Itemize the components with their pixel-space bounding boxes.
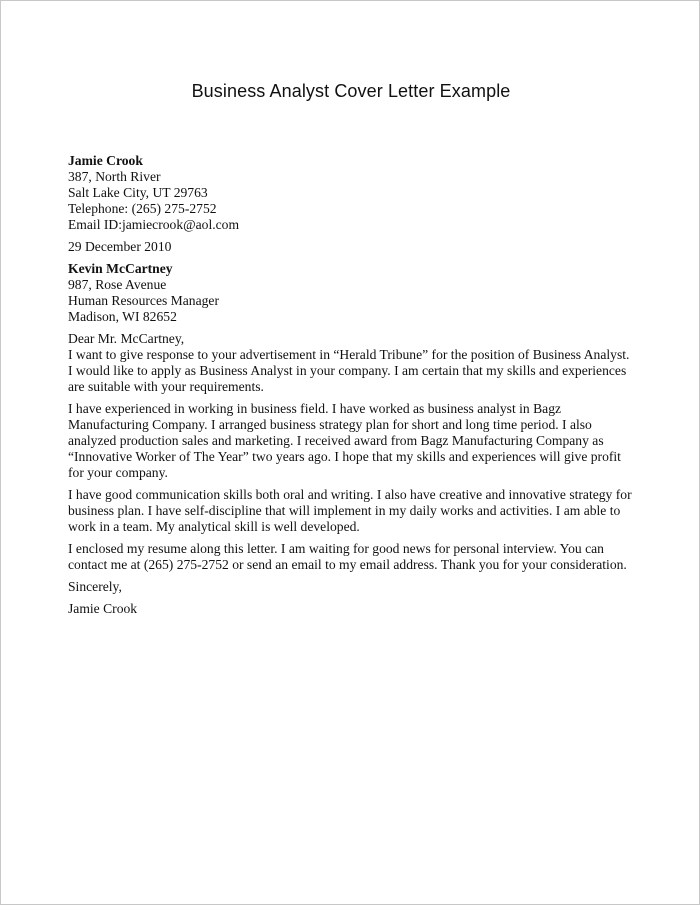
paragraph-1 [68,331,638,395]
date-block [68,239,638,255]
paragraph-line: are suitable with your requirements. [68,379,264,394]
paragraph-line: contact me at (265) 275-2752 or send an email to my email address. Thank you for your consideration. [68,557,627,572]
document-title: Business Analyst Cover Letter Example [191,81,511,101]
paragraph-line: I want to give response to your advertisement in “Herald Tribune” for the position of Business Analyst. [68,347,630,362]
recipient-address-line2: Madison, WI 82652 [68,309,177,324]
paragraph-line: for your company. [68,465,168,480]
sender-telephone: Telephone: (265) 275-2752 [68,201,217,216]
closing-block [68,579,638,595]
recipient-address-line1: 987, Rose Avenue [68,277,167,292]
paragraph-2 [68,401,638,481]
recipient-name: Kevin McCartney [68,261,173,276]
letter-body [68,153,638,617]
recipient-title: Human Resources Manager [68,293,219,308]
salutation: Dear Mr. McCartney, [68,331,185,346]
paragraph-line: “Innovative Worker of The Year” two years ago. I hope that my skills and experiences will give profit [68,449,621,464]
sender-block [68,153,638,233]
recipient-block [68,261,638,325]
paragraph-line: analyzed production sales and marketing. I received award from Bagz Manufacturing Company as [68,433,604,448]
paragraph-line: I would like to apply as Business Analyst in your company. I am certain that my skills and experiences [68,363,627,378]
sender-email: Email ID:jamiecrook@aol.com [68,217,240,232]
closing: Sincerely, [68,579,122,594]
paragraph-line: I have good communication skills both oral and writing. I also have creative and innovative strategy for [68,487,632,502]
sender-address-line2: Salt Lake City, UT 29763 [68,185,208,200]
sender-address-line1: 387, North River [68,169,161,184]
signature: Jamie Crook [68,601,138,616]
paragraph-line: I have experienced in working in business field. I have worked as business analyst in Bagz [68,401,562,416]
paragraph-line: business plan. I have self-discipline that will implement in my daily works and activities. I am able to [68,503,621,518]
signature-block [68,601,638,617]
paragraph-line: work in a team. My analytical skill is well developed. [68,519,360,534]
paragraph-4 [68,541,638,573]
sender-name: Jamie Crook [68,153,143,168]
paragraph-line: Manufacturing Company. I arranged business strategy plan for short and long time period. I also [68,417,592,432]
paragraph-line: I enclosed my resume along this letter. I am waiting for good news for personal interview. You can [68,541,604,556]
letter-date: 29 December 2010 [68,239,172,254]
paragraph-3 [68,487,638,535]
